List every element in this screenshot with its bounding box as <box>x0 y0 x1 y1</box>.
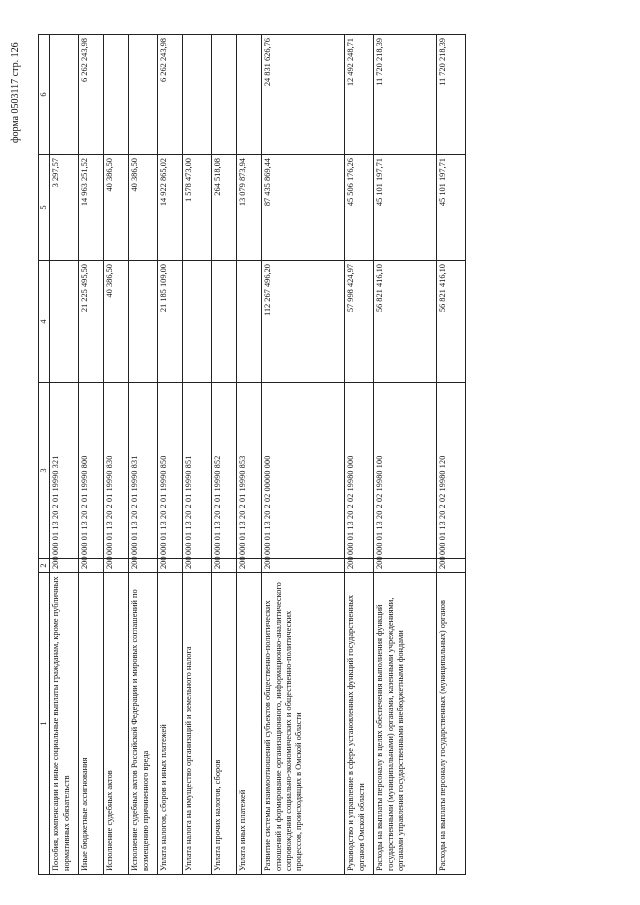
classification-code: 000 01 13 20 2 01 19990 851 <box>183 383 212 559</box>
column-header: 5 <box>39 155 50 261</box>
approved-amount <box>212 261 237 383</box>
line-code: 200 <box>262 559 345 573</box>
line-code: 200 <box>158 559 183 573</box>
line-code: 200 <box>79 559 104 573</box>
unexecuted-amount <box>212 35 237 155</box>
executed-amount: 264 518,08 <box>212 155 237 261</box>
row-name: Уплата налогов, сборов и иных платежей <box>158 573 183 875</box>
approved-amount: 57 998 424,97 <box>345 261 374 383</box>
classification-code: 000 01 13 20 2 01 19990 800 <box>79 383 104 559</box>
row-name: Развитие системы взаимоотношений субъектов общественно-политических отношений и формирование организационного, информационно-аналитического сопровождения социально-экономических и общественно-политических процессов, происходящих в Омской области <box>262 573 345 875</box>
unexecuted-amount: 6 262 243,98 <box>158 35 183 155</box>
line-code: 200 <box>345 559 374 573</box>
row-name: Исполнение судебных актов <box>104 573 129 875</box>
column-header: 2 <box>39 559 50 573</box>
row-name: Иные бюджетные ассигнования <box>79 573 104 875</box>
classification-code: 000 01 13 20 2 01 19990 850 <box>158 383 183 559</box>
unexecuted-amount: 24 831 626,76 <box>262 35 345 155</box>
row-name: Расходы на выплаты персоналу в целях обеспечения выполнения функций государственными (муниципальными) органами, казенными учреждениями, органами управления государственными внебюджетными фондами <box>374 573 437 875</box>
line-code: 200 <box>183 559 212 573</box>
unexecuted-amount <box>50 35 79 155</box>
executed-amount: 14 922 865,02 <box>158 155 183 261</box>
column-header: 6 <box>39 35 50 155</box>
table-row <box>345 35 374 875</box>
line-code: 200 <box>437 559 466 573</box>
executed-amount: 14 963 251,52 <box>79 155 104 261</box>
column-header: 4 <box>39 261 50 383</box>
executed-amount: 1 578 473,00 <box>183 155 212 261</box>
budget-table <box>38 34 466 875</box>
approved-amount: 112 267 496,20 <box>262 261 345 383</box>
approved-amount <box>129 261 158 383</box>
executed-amount: 40 386,50 <box>104 155 129 261</box>
executed-amount: 13 079 873,94 <box>237 155 262 261</box>
executed-amount: 40 386,50 <box>129 155 158 261</box>
unexecuted-amount <box>183 35 212 155</box>
table-body <box>39 35 466 875</box>
classification-code: 000 01 13 20 2 01 19990 852 <box>212 383 237 559</box>
approved-amount <box>237 261 262 383</box>
classification-code: 000 01 13 20 2 01 19990 321 <box>50 383 79 559</box>
table-row <box>129 35 158 875</box>
form-header: форма 0503117 стр. 126 <box>10 42 21 143</box>
row-name: Уплата иных платежей <box>237 573 262 875</box>
table-row <box>374 35 437 875</box>
line-code: 200 <box>129 559 158 573</box>
unexecuted-amount <box>237 35 262 155</box>
approved-amount: 40 386,50 <box>104 261 129 383</box>
unexecuted-amount <box>104 35 129 155</box>
table-row <box>183 35 212 875</box>
executed-amount: 45 506 176,26 <box>345 155 374 261</box>
table-row <box>437 35 466 875</box>
approved-amount: 56 821 416,10 <box>374 261 437 383</box>
table-row <box>50 35 79 875</box>
table-row <box>212 35 237 875</box>
row-name: Руководство и управление в сфере установленных функций государственных органов Омской области <box>345 573 374 875</box>
classification-code: 000 01 13 20 2 02 19980 000 <box>345 383 374 559</box>
row-name: Исполнение судебных актов Российской Федерации и мировых соглашений по возмещению причиненного вреда <box>129 573 158 875</box>
table-row <box>158 35 183 875</box>
approved-amount: 21 185 109,00 <box>158 261 183 383</box>
row-name: Уплата прочих налогов, сборов <box>212 573 237 875</box>
unexecuted-amount <box>129 35 158 155</box>
classification-code: 000 01 13 20 2 02 00000 000 <box>262 383 345 559</box>
unexecuted-amount: 11 720 218,39 <box>437 35 466 155</box>
line-code: 200 <box>104 559 129 573</box>
unexecuted-amount: 11 720 218,39 <box>374 35 437 155</box>
executed-amount: 87 435 869,44 <box>262 155 345 261</box>
table-row <box>104 35 129 875</box>
table-row <box>262 35 345 875</box>
row-name: Пособия, компенсации и иные социальные выплаты гражданам, кроме публичных нормативных обязательств <box>50 573 79 875</box>
approved-amount: 21 225 495,50 <box>79 261 104 383</box>
column-header: 3 <box>39 383 50 559</box>
approved-amount: 56 821 416,10 <box>437 261 466 383</box>
classification-code: 000 01 13 20 2 01 19990 831 <box>129 383 158 559</box>
executed-amount: 45 101 197,71 <box>437 155 466 261</box>
classification-code: 000 01 13 20 2 02 19980 100 <box>374 383 437 559</box>
column-number-row <box>39 35 50 875</box>
classification-code: 000 01 13 20 2 02 19980 120 <box>437 383 466 559</box>
unexecuted-amount: 6 262 243,98 <box>79 35 104 155</box>
table-row <box>79 35 104 875</box>
row-name: Уплата налога на имущество организаций и земельного налога <box>183 573 212 875</box>
line-code: 200 <box>212 559 237 573</box>
line-code: 200 <box>50 559 79 573</box>
approved-amount <box>183 261 212 383</box>
table-row <box>237 35 262 875</box>
unexecuted-amount: 12 492 248,71 <box>345 35 374 155</box>
approved-amount <box>50 261 79 383</box>
line-code: 200 <box>237 559 262 573</box>
executed-amount: 45 101 197,71 <box>374 155 437 261</box>
row-name: Расходы на выплаты персоналу государственных (муниципальных) органов <box>437 573 466 875</box>
classification-code: 000 01 13 20 2 01 19990 830 <box>104 383 129 559</box>
line-code: 200 <box>374 559 437 573</box>
executed-amount: 3 297,57 <box>50 155 79 261</box>
classification-code: 000 01 13 20 2 01 19990 853 <box>237 383 262 559</box>
column-header: 1 <box>39 573 50 875</box>
